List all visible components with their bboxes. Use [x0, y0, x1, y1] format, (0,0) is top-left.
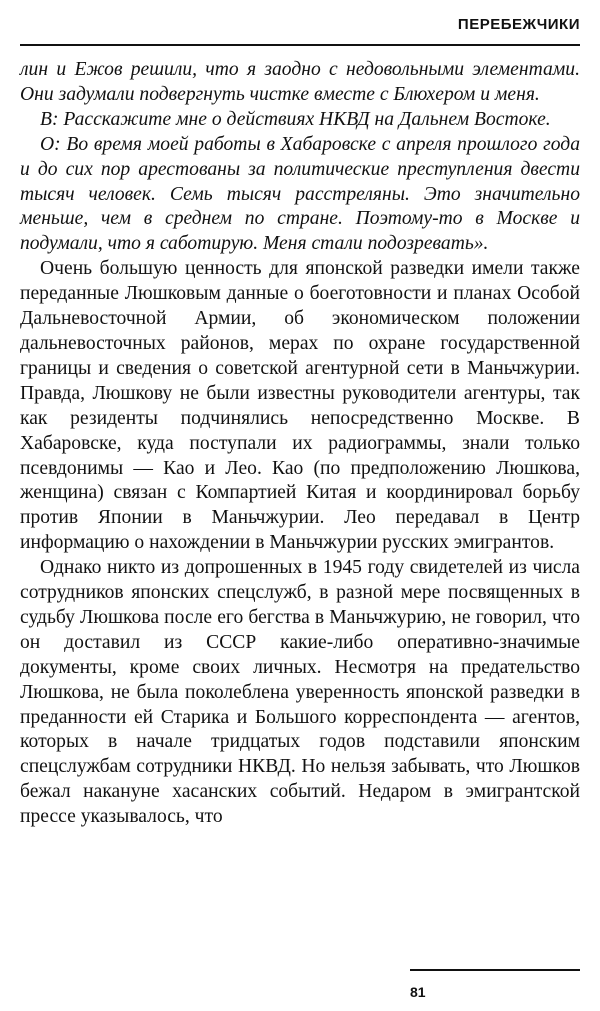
running-title: ПЕРЕБЕЖЧИКИ [457, 16, 580, 33]
quote-answer: О: Во время моей работы в Хабаровске с апреля прошлого года и до сих пор арестованы за политические преступления двести тысяч человек. Семь тысяч расстреляны. Это значительно меньше, чем в среднем по стране. Поэтому-то в Москве и подумали, что я саботирую. Меня стали подозревать». [20, 133, 580, 255]
quote-question: В: Расскажите мне о действиях НКВД на Дальнем Востоке. [40, 108, 551, 130]
page-body [20, 58, 580, 830]
quote-paragraph-continued: лин и Ежов решили, что я заодно с недовольными элементами. Они задумали подвергнуть чистке вместе с Блюхером и меня. [20, 59, 580, 105]
header-rule [20, 44, 580, 46]
book-page [20, 0, 580, 1011]
body-paragraph: Однако никто из допрошенных в 1945 году свидетелей из числа сотрудников японских спецслужб, в разной мере посвященных в судьбу Люшкова после его бегства в Маньчжурию, не говорил, что он доставил из СССР какие-либо оперативно-значимые документы, кроме своих личных. Несмотря на предательство Люшкова, не была поколеблена уверенность японской разведки в преданности ей Старика и Большого корреспондента — агентов, которых в начале тридцатых годов подставили японским спецслужбам сотрудники НКВД. Но нельзя забывать, что Люшков бежал накануне хасанских событий. Недаром в эмигрантской прессе указывалось, что [20, 557, 580, 828]
footer-rule [410, 969, 580, 971]
body-paragraph: Очень большую ценность для японской разведки имели также переданные Люшковым данные о боеготовности и планах Особой Дальневосточной Армии, об экономическом положении дальневосточных районов, мерах по охране государственной границы и сведения о советской агентурной сети в Маньчжурии. Правда, Люшкову не были известны руководители агентуры, так как резиденты подчинялись непосредственно Москве. В Хабаровске, куда поступали их радиограммы, знали только псевдонимы — Као и Лео. Као (по предположению Люшкова, женщина) связан с Компартией Китая и координировал борьбу против Японии в Маньчжурии. Лео передавал в Центр информацию о нахождении в Маньчжурии русских эмигрантов. [20, 258, 580, 554]
page-number: 81 [410, 984, 426, 1000]
